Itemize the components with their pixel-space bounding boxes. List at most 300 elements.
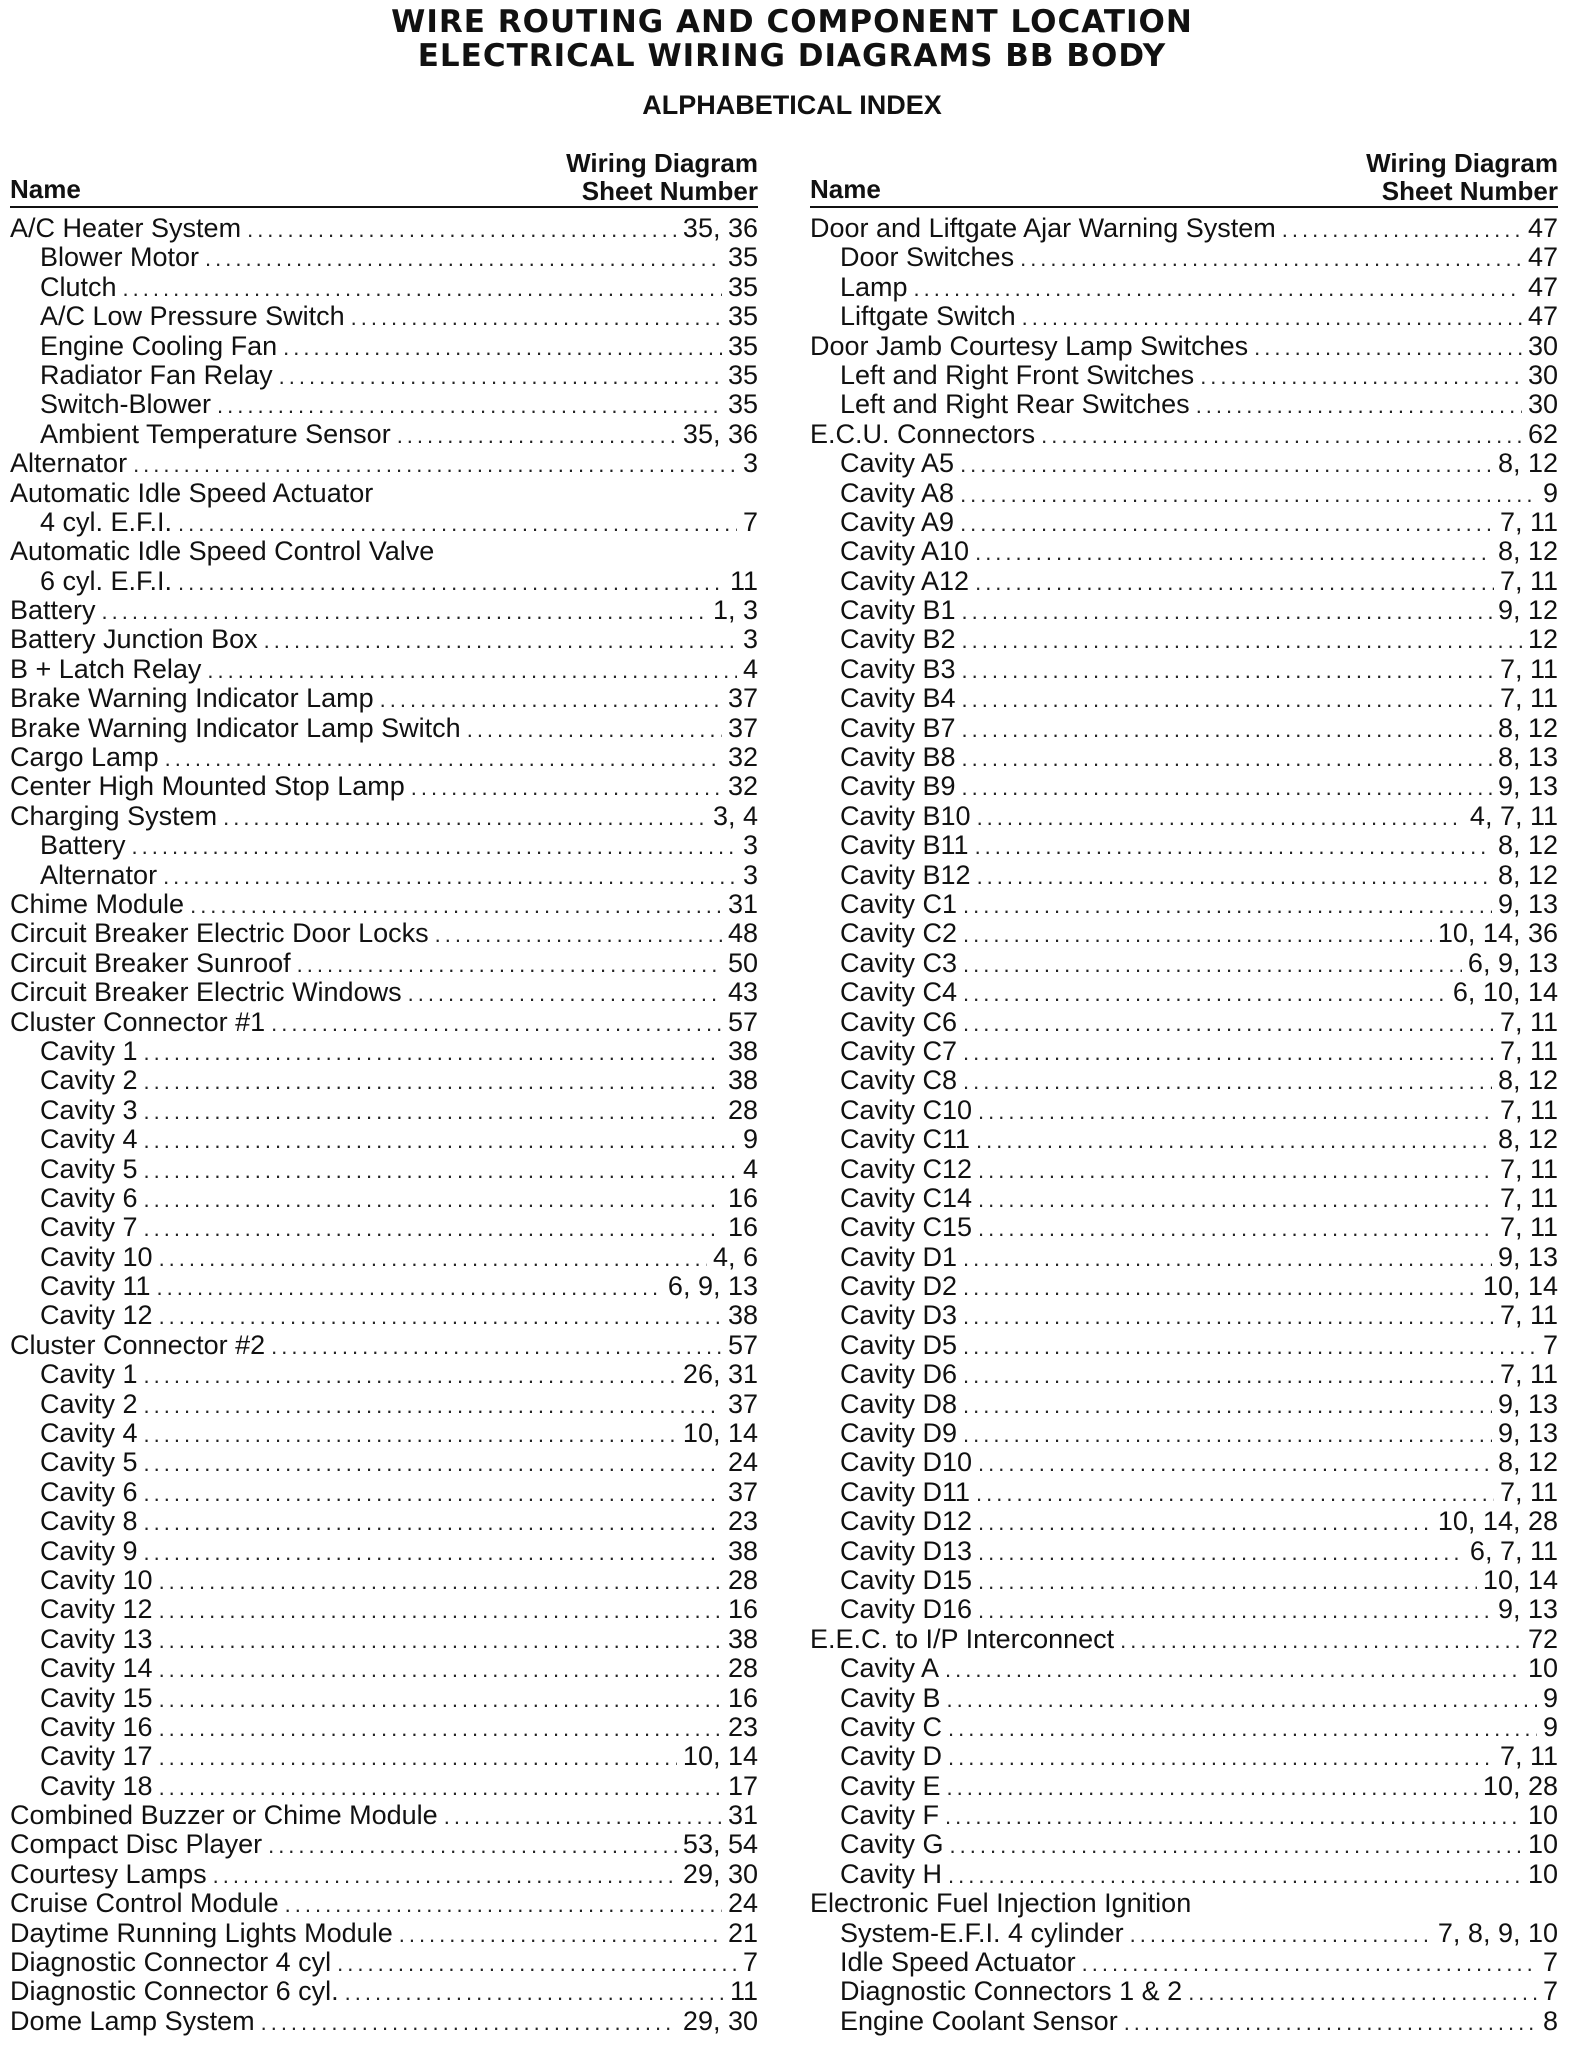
index-entry [10, 1301, 758, 1330]
entry-sheet-numbers: 8, 12 [1497, 830, 1558, 861]
index-entry [810, 1125, 1558, 1154]
index-entry [810, 743, 1558, 772]
entry-sheet-numbers: 29, 30 [682, 1858, 758, 1889]
dot-leader [962, 597, 1492, 626]
index-entry [810, 1566, 1558, 1595]
index-entry [810, 1684, 1558, 1713]
entry-sheet-numbers: 7, 11 [1499, 1741, 1558, 1772]
dot-leader [223, 803, 707, 832]
dot-leader [947, 1685, 1537, 1714]
index-entry [810, 1360, 1558, 1389]
left-column-header [10, 148, 758, 208]
entry-sheet-numbers: 9, 13 [1497, 1418, 1558, 1449]
index-entry [810, 1213, 1558, 1242]
index-entry [810, 420, 1558, 449]
entry-sheet-numbers: 47 [1527, 242, 1558, 273]
dot-leader [963, 1038, 1494, 1067]
entry-sheet-numbers: 7, 11 [1499, 1035, 1558, 1066]
entry-sheet-numbers: 31 [727, 888, 758, 919]
dot-leader [975, 568, 1494, 597]
index-entry [10, 949, 758, 978]
entry-name: Cavity D10 [840, 1447, 973, 1478]
entry-sheet-numbers: 72 [1527, 1623, 1558, 1654]
dot-leader [159, 1596, 722, 1625]
entry-sheet-numbers: 47 [1527, 301, 1558, 332]
entry-sheet-numbers: 10 [1527, 1653, 1558, 1684]
dot-leader [207, 656, 737, 685]
entry-sheet-numbers: 7, 11 [1499, 506, 1558, 537]
entry-name: Cavity H [840, 1858, 943, 1889]
entry-sheet-numbers: 50 [727, 947, 758, 978]
entry-sheet-numbers: 9, 13 [1497, 771, 1558, 802]
entry-sheet-numbers: 10 [1527, 1800, 1558, 1831]
entry-sheet-numbers: 37 [727, 712, 758, 743]
entry-sheet-numbers: 7, 11 [1499, 1006, 1558, 1037]
index-entry [10, 890, 758, 919]
entry-name: Cavity B12 [840, 859, 971, 890]
entry-name: Cavity B11 [840, 830, 969, 861]
dot-leader [144, 1097, 722, 1126]
index-entry [810, 1948, 1558, 1977]
entry-name: Electronic Fuel Injection Ignition [810, 1888, 1192, 1919]
entry-name: Cavity A10 [840, 536, 970, 567]
entry-sheet-numbers: 35, 36 [682, 418, 758, 449]
dot-leader [978, 1567, 1477, 1596]
index-entry [10, 831, 758, 860]
entry-name: Engine Cooling Fan [40, 330, 278, 361]
dot-leader [283, 333, 722, 362]
index-entry [10, 1948, 758, 1977]
entry-sheet-numbers: 16 [727, 1212, 758, 1243]
entry-name: Cavity 18 [40, 1770, 153, 1801]
dot-leader [397, 421, 677, 450]
entry-sheet-numbers: 47 [1527, 213, 1558, 243]
entry-sheet-numbers: 8, 13 [1497, 742, 1558, 773]
entry-name: Left and Right Rear Switches [840, 389, 1190, 420]
dot-leader [123, 274, 722, 303]
dot-leader [962, 656, 1494, 685]
entry-sheet-numbers: 9 [1542, 477, 1558, 508]
entry-name: Liftgate Switch [840, 301, 1016, 332]
entry-name: Cavity A [840, 1653, 940, 1684]
dot-leader [144, 1420, 677, 1449]
dot-leader [963, 1391, 1492, 1420]
entry-name: Engine Coolant Sensor [840, 2005, 1118, 2036]
entry-name: E.C.U. Connectors [810, 418, 1036, 449]
index-entry [10, 449, 758, 478]
index-entry [810, 1272, 1558, 1301]
entry-name: Cavity 9 [40, 1535, 138, 1566]
entry-sheet-numbers: 10, 14, 28 [1437, 1506, 1558, 1537]
entry-name: Compact Disc Player [10, 1829, 263, 1860]
index-entry [810, 714, 1558, 743]
entry-name: Cavity 10 [40, 1564, 153, 1595]
index-entry [810, 831, 1558, 860]
page-subtitle: ALPHABETICAL INDEX [642, 90, 942, 120]
dot-leader [178, 509, 737, 538]
entry-name: Cluster Connector #2 [10, 1329, 266, 1360]
index-entry [10, 1713, 758, 1742]
right-column [810, 148, 1558, 2036]
index-entry [810, 508, 1558, 537]
dot-leader [159, 1655, 722, 1684]
dot-leader [963, 1244, 1492, 1273]
entry-name: Brake Warning Indicator Lamp Switch [10, 712, 461, 743]
dot-leader [978, 1156, 1494, 1185]
index-entry [10, 390, 758, 419]
entry-name: Center High Mounted Stop Lamp [10, 771, 405, 802]
dot-leader [948, 1861, 1522, 1890]
entry-name: Cavity D9 [840, 1418, 958, 1449]
dot-leader [144, 1391, 722, 1420]
entry-sheet-numbers: 7, 11 [1499, 1182, 1558, 1213]
name-header: Name [810, 174, 881, 204]
dot-leader [962, 685, 1494, 714]
entry-sheet-numbers: 32 [727, 771, 758, 802]
index-entry [810, 273, 1558, 302]
sheet-header [1366, 149, 1558, 205]
entry-sheet-numbers: 8, 12 [1497, 1065, 1558, 1096]
index-entry [810, 449, 1558, 478]
dot-leader [144, 1479, 722, 1508]
entry-name: Cavity A5 [840, 448, 955, 479]
entry-sheet-numbers: 7, 11 [1499, 683, 1558, 714]
dot-leader [144, 1067, 722, 1096]
entry-name: Diagnostic Connector 6 cyl. [10, 1976, 339, 2007]
entry-sheet-numbers: 7, 11 [1499, 1476, 1558, 1507]
dot-leader [247, 215, 677, 244]
sheet-header-line2: Sheet Number [581, 176, 758, 206]
entry-sheet-numbers: 7 [742, 1947, 758, 1978]
entry-sheet-numbers: 57 [727, 1329, 758, 1360]
entry-name: Cavity 5 [40, 1153, 138, 1184]
entry-sheet-numbers: 35 [727, 242, 758, 273]
entry-sheet-numbers: 62 [1527, 418, 1558, 449]
index-entry [10, 420, 758, 449]
entry-name: Cavity 4 [40, 1124, 138, 1155]
entry-name: E.E.C. to I/P Interconnect [810, 1623, 1115, 1654]
index-entry [10, 1889, 758, 1918]
entry-sheet-numbers: 4, 6 [712, 1241, 758, 1272]
entry-name: Battery [10, 595, 96, 626]
dot-leader [1022, 303, 1522, 332]
entry-name: Blower Motor [40, 242, 200, 273]
entry-sheet-numbers: 57 [727, 1006, 758, 1037]
entry-sheet-numbers: 37 [727, 1388, 758, 1419]
entry-sheet-numbers: 11 [729, 1976, 758, 2007]
entry-name: Cavity 10 [40, 1241, 153, 1272]
index-entry [810, 1448, 1558, 1477]
entry-name: Cavity C7 [840, 1035, 958, 1066]
entry-name: Cluster Connector #1 [10, 1006, 266, 1037]
dot-leader [975, 832, 1492, 861]
index-entry [810, 1860, 1558, 1889]
index-entry [810, 1537, 1558, 1566]
index-entry [810, 1419, 1558, 1448]
index-entry [10, 1830, 758, 1859]
entry-name: Diagnostic Connectors 1 & 2 [840, 1976, 1183, 2007]
index-entry [10, 1331, 758, 1360]
dot-leader [102, 597, 707, 626]
dot-leader [351, 303, 722, 332]
entry-sheet-numbers: 7, 11 [1499, 565, 1558, 596]
entry-sheet-numbers: 38 [727, 1065, 758, 1096]
index-entry [810, 1772, 1558, 1801]
index-entry [10, 1096, 758, 1125]
entry-name: Cavity 6 [40, 1182, 138, 1213]
entry-name: Battery Junction Box [10, 624, 258, 655]
dot-leader [159, 1773, 722, 1802]
name-header: Name [10, 174, 81, 204]
dot-leader [144, 1156, 737, 1185]
dot-leader [977, 803, 1464, 832]
entry-sheet-numbers: 1, 3 [712, 595, 758, 626]
entry-name: Left and Right Front Switches [840, 359, 1195, 390]
entry-name: Cavity D5 [840, 1329, 958, 1360]
dot-leader [1196, 391, 1522, 420]
dot-leader [279, 362, 722, 391]
entry-name: Dome Lamp System [10, 2005, 255, 2036]
entry-sheet-numbers: 6, 9, 13 [667, 1271, 758, 1302]
entry-name: Cavity C14 [840, 1182, 973, 1213]
entry-sheet-numbers: 4 [742, 653, 758, 684]
dot-leader [960, 450, 1492, 479]
dot-leader [947, 1773, 1477, 1802]
dot-leader [144, 1361, 677, 1390]
index-entry [10, 861, 758, 890]
index-entry [810, 332, 1558, 361]
index-entry [10, 1037, 758, 1066]
entry-name: Ambient Temperature Sensor [40, 418, 391, 449]
index-entry [10, 1066, 758, 1095]
dot-leader [159, 1685, 722, 1714]
index-entry [810, 890, 1558, 919]
entry-name: Alternator [40, 859, 158, 890]
dot-leader [963, 1067, 1492, 1096]
index-entry [810, 1301, 1558, 1330]
index-entry [810, 1595, 1558, 1624]
dot-leader [144, 1538, 722, 1567]
entry-sheet-numbers: 3 [742, 830, 758, 861]
entry-name: Cavity E [840, 1770, 941, 1801]
index-entry [10, 1654, 758, 1683]
entry-sheet-numbers: 9, 13 [1497, 888, 1558, 919]
dot-leader [165, 744, 722, 773]
index-entry [10, 1860, 758, 1889]
entry-sheet-numbers: 30 [1527, 330, 1558, 361]
entry-name: Door Jamb Courtesy Lamp Switches [810, 330, 1249, 361]
index-entry [10, 1595, 758, 1624]
entry-name: Cavity 12 [40, 1300, 153, 1331]
entry-name: Cavity D8 [840, 1388, 958, 1419]
entry-sheet-numbers: 8, 12 [1497, 1124, 1558, 1155]
dot-leader [948, 1743, 1494, 1772]
entry-sheet-numbers: 7 [1542, 1976, 1558, 2007]
dot-leader [133, 450, 737, 479]
dot-leader [963, 1420, 1492, 1449]
index-entry [10, 1448, 758, 1477]
entry-name: Cavity D2 [840, 1271, 958, 1302]
index-entry [10, 361, 758, 390]
dot-leader [963, 1273, 1477, 1302]
index-entry [810, 919, 1558, 948]
dot-leader [144, 1508, 722, 1537]
index-entry [810, 596, 1558, 625]
entry-sheet-numbers: 7, 11 [1499, 1359, 1558, 1390]
dot-leader [978, 1214, 1494, 1243]
dot-leader [159, 1714, 722, 1743]
entry-sheet-numbers: 35 [727, 359, 758, 390]
index-entry [10, 978, 758, 1007]
index-entry [10, 273, 758, 302]
index-entry [10, 214, 758, 243]
index-entry [10, 596, 758, 625]
entry-name: Cavity A8 [840, 477, 955, 508]
index-entry [10, 802, 758, 831]
index-entry [810, 861, 1558, 890]
dot-leader [976, 1126, 1492, 1155]
dot-leader [976, 1479, 1494, 1508]
entry-name: 4 cyl. E.F.I. [40, 506, 173, 537]
index-entry [10, 684, 758, 713]
entry-sheet-numbers: 35 [727, 389, 758, 420]
entry-sheet-numbers: 48 [727, 918, 758, 949]
entry-sheet-numbers: 9 [742, 1124, 758, 1155]
entry-name: Cavity D15 [840, 1564, 973, 1595]
entry-name: Door and Liftgate Ajar Warning System [810, 213, 1276, 243]
entry-name: Cavity C [840, 1711, 943, 1742]
dot-leader [1041, 421, 1522, 450]
entry-sheet-numbers: 10 [1527, 1858, 1558, 1889]
right-index-list [810, 208, 1558, 2036]
entry-sheet-numbers: 12 [1527, 624, 1558, 655]
index-entry [10, 1155, 758, 1184]
entry-sheet-numbers: 28 [727, 1094, 758, 1125]
dot-leader [337, 1949, 737, 1978]
entry-name: Cavity B9 [840, 771, 956, 802]
entry-sheet-numbers: 3, 4 [712, 800, 758, 831]
sheet-header-line1: Wiring Diagram [1366, 148, 1558, 178]
entry-sheet-numbers: 30 [1527, 389, 1558, 420]
entry-sheet-numbers: 35, 36 [682, 213, 758, 243]
entry-name: Cavity B1 [840, 595, 956, 626]
index-entry [810, 1478, 1558, 1507]
entry-sheet-numbers: 38 [727, 1035, 758, 1066]
index-entry [10, 1213, 758, 1242]
entry-name: Cavity 16 [40, 1711, 153, 1742]
entry-sheet-numbers: 37 [727, 1476, 758, 1507]
entry-name: Cavity 2 [40, 1065, 138, 1096]
dot-leader [178, 568, 724, 597]
entry-name: A/C Heater System [10, 213, 242, 243]
index-entry [10, 1772, 758, 1801]
dot-leader [190, 891, 722, 920]
entry-sheet-numbers: 8, 12 [1497, 448, 1558, 479]
dot-leader [144, 1449, 722, 1478]
entry-name: Cavity B8 [840, 742, 956, 773]
entry-name: Cavity 11 [40, 1271, 151, 1302]
index-entry [10, 919, 758, 948]
entry-sheet-numbers: 38 [727, 1535, 758, 1566]
entry-sheet-numbers: 10, 14 [1482, 1564, 1558, 1595]
entry-sheet-numbers: 7, 11 [1499, 1300, 1558, 1331]
index-entry [810, 1096, 1558, 1125]
index-entry [10, 1008, 758, 1037]
index-entry [10, 1566, 758, 1595]
entry-sheet-numbers: 9, 13 [1497, 1241, 1558, 1272]
index-entry [10, 1390, 758, 1419]
entry-name: Cavity 3 [40, 1094, 138, 1125]
dot-leader [962, 773, 1492, 802]
index-entry [10, 537, 758, 566]
dot-leader [945, 1655, 1522, 1684]
index-entry [810, 1037, 1558, 1066]
entry-name: Cavity D1 [840, 1241, 958, 1272]
index-entry [10, 772, 758, 801]
entry-sheet-numbers: 10 [1527, 1829, 1558, 1860]
entry-sheet-numbers: 16 [727, 1182, 758, 1213]
index-entry [10, 625, 758, 654]
dot-leader [271, 1332, 722, 1361]
dot-leader [411, 773, 722, 802]
index-entry [810, 655, 1558, 684]
dot-leader [963, 1361, 1494, 1390]
dot-leader [978, 1185, 1494, 1214]
entry-name: Brake Warning Indicator Lamp [10, 683, 374, 714]
entry-name: Cavity 12 [40, 1594, 153, 1625]
index-entry [810, 1155, 1558, 1184]
entry-name: Cavity 1 [40, 1035, 138, 1066]
entry-sheet-numbers: 17 [727, 1770, 758, 1801]
entry-name: Cavity B [840, 1682, 941, 1713]
left-column [10, 148, 758, 2036]
entry-name: Cavity B7 [840, 712, 956, 743]
dot-leader [963, 1009, 1494, 1038]
entry-name: Automatic Idle Speed Control Valve [10, 536, 435, 567]
entry-name: Cavity 14 [40, 1653, 153, 1684]
entry-name: 6 cyl. E.F.I. [40, 565, 173, 596]
index-entry [810, 684, 1558, 713]
entry-name: System-E.F.I. 4 cylinder [840, 1917, 1124, 1948]
entry-sheet-numbers: 11 [729, 565, 758, 596]
entry-name: Cavity C8 [840, 1065, 958, 1096]
index-entry [810, 1801, 1558, 1830]
entry-name: Cavity B10 [840, 800, 971, 831]
index-entry [810, 625, 1558, 654]
index-entry [810, 1390, 1558, 1419]
left-index-list [10, 208, 758, 2036]
entry-name: Cargo Lamp [10, 742, 159, 773]
page-title-line2: ELECTRICAL WIRING DIAGRAMS BB BODY [417, 38, 1167, 74]
dot-leader [975, 538, 1492, 567]
entry-sheet-numbers: 6, 9, 13 [1467, 947, 1558, 978]
index-entry [810, 214, 1558, 243]
dot-leader [144, 1126, 737, 1155]
dot-leader [159, 1244, 707, 1273]
index-entry [10, 714, 758, 743]
dot-leader [963, 950, 1462, 979]
entry-sheet-numbers: 4 [742, 1153, 758, 1184]
index-entry [10, 1478, 758, 1507]
entry-name: Cavity D13 [840, 1535, 973, 1566]
entry-sheet-numbers: 7, 11 [1499, 1153, 1558, 1184]
entry-name: Clutch [40, 271, 117, 302]
entry-name: Cavity D3 [840, 1300, 958, 1331]
entry-sheet-numbers: 3 [742, 624, 758, 655]
entry-sheet-numbers: 3 [742, 448, 758, 479]
dot-leader [978, 1449, 1492, 1478]
entry-name: Cavity C10 [840, 1094, 973, 1125]
